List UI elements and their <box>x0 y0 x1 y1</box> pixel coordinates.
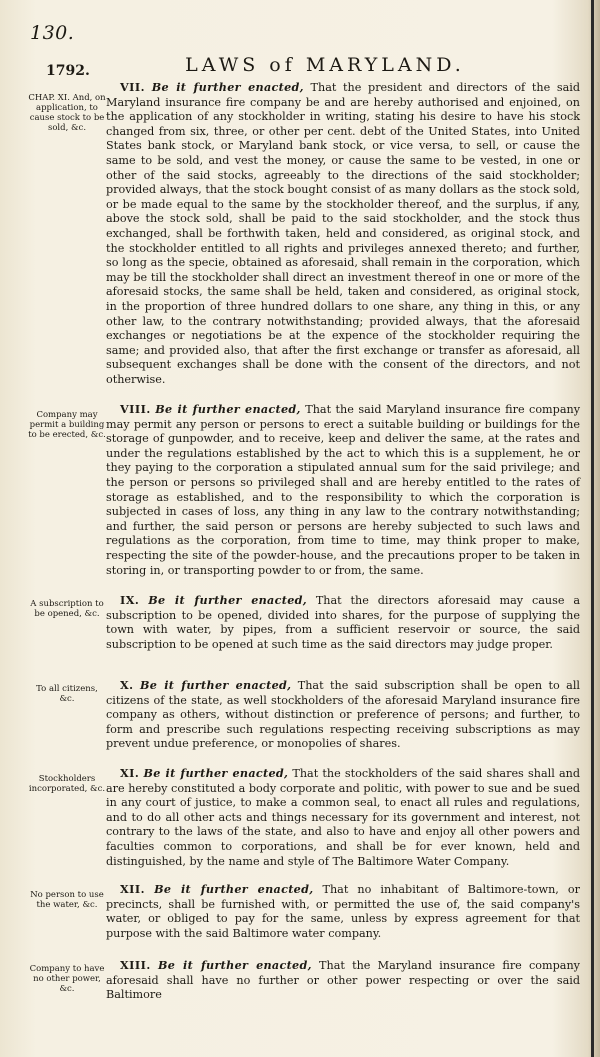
enacting-clause: Be it further enacted, <box>158 958 312 972</box>
section-body: That the Maryland insurance fire company aforesaid shall have no further or other power respecting or over the said Baltimore <box>106 959 580 1002</box>
section-number: VIII. <box>120 402 151 416</box>
year-marginal: 1792. <box>46 63 90 79</box>
margin-note: Company to have no other power, &c. <box>29 964 105 994</box>
margin-note: To all citizens, &c. <box>36 684 98 704</box>
section-body: That no inhabitant of Baltimore-town, or precincts, shall be furnished with, or permitted the use of, the said company's water, or obliged to pay for the same, unless by express agreement for that purpose with the said Baltimore water company. <box>106 883 581 940</box>
section-text <box>106 80 580 387</box>
section-body: That the stockholders of the said shares shall and are hereby constituted a body corporate and politic, with power to sue and be sued in any court of justice, to make a common seal, to enact all rules and regulations, and to do all other acts and things necessary for its government and interest, not contrary to the laws of the state, and also to have and enjoy all other powers and faculties common to corporations, and shall be for ever known, held and distinguished, by the name and style of The Baltimore Water Company. <box>106 767 581 868</box>
enacting-clause: Be it further enacted, <box>155 402 301 416</box>
enacting-clause: Be it further enacted, <box>140 678 292 692</box>
margin-note: A subscription to be opened, &c. <box>30 599 104 619</box>
section-number: XIII. <box>120 958 151 972</box>
section-text <box>106 593 580 652</box>
binding-edge <box>591 0 594 1057</box>
section-number: IX. <box>120 593 140 607</box>
section-number: XI. <box>120 766 140 780</box>
page-edge-shadow <box>588 0 600 1057</box>
enacting-clause: Be it further enacted, <box>154 882 314 896</box>
section-text <box>106 678 580 752</box>
page-number: 130. <box>30 22 75 44</box>
section-number: X. <box>120 678 134 692</box>
margin-note: CHAP. XI. And, on application, to cause stock to be sold, &c. <box>28 93 106 133</box>
section-text <box>106 766 580 869</box>
section-text <box>106 882 580 941</box>
section-text <box>106 402 580 578</box>
enacting-clause: Be it further enacted, <box>148 593 307 607</box>
margin-note: No person to use the water, &c. <box>30 890 104 910</box>
enacting-clause: Be it further enacted, <box>143 766 289 780</box>
section-body: That the president and directors of the said Maryland insurance fire company be and are hereby authorised and enjoined, on the application of any stockholder in writing, stating his desire to have his stock changed from six, three, or other per cent. debt of the United States, into United States bank stock, or Maryland bank stock, or vice versa, to sell, or cause the same to be sold, and vest the money, or cause the same to be vested, in one or other of the said stocks, agreeably to the directions of the said stockholder; provided always, that the stock bought consist of as many dollars as the stock sold, or be made equal to the same by the stockholder thereof, and the surplus, if any, above the stock sold, shall be paid to the said stockholder, and the stock thus exchanged, shall be forthwith taken, held and considered, as original stock, and the stockholder entitled to all rights and privileges annexed thereto; and further, so long as the specie, obtained as aforesaid, shall remain in the corporation, which may be till the stockholder shall direct an investment thereof in one or more of the aforesaid stocks, the same shall be held, taken and considered, as original stock, in the proportion of three hundred dollars to one share, any thing in this, or any other law, to the contrary notwithstanding; provided always, that the aforesaid exchanges or negotiations be at the expence of the stockholder requiring the same; and provided also, that after the first exchange or transfer as aforesaid, all subsequent exchanges shall be done with the consent of the directors, and not otherwise. <box>106 81 581 386</box>
section-number: XII. <box>120 882 146 896</box>
running-head: LAWS of MARYLAND. <box>185 54 465 76</box>
margin-note: Stockholders incorporated, &c. <box>28 774 106 794</box>
section-body: That the said subscription shall be open to all citizens of the state, as well stockholders of the aforesaid Maryland insurance fire company as others, without distinction or preference of persons; and further, to form and prescribe such regulations respecting receiving subscriptions as may prevent undue preference, or monopolies of shares. <box>106 679 580 751</box>
margin-note: Company may permit a building to be erected, &c. <box>28 410 106 440</box>
section-text <box>106 958 580 1003</box>
section-body: That the directors aforesaid may cause a subscription to be opened, divided into shares, for the purpose of supplying the town with water, by pipes, from a sufficient reservoir or source, the said subscription to be opened at such time as the said directors may judge proper. <box>106 594 581 651</box>
enacting-clause: Be it further enacted, <box>151 80 304 94</box>
section-body: That the said Maryland insurance fire company may permit any person or persons to erect a suitable building or buildings for the storage of gunpowder, and to receive, keep and deliver the same, at the rates and under the regulations established by the act to which this is a supplement, he or they paying to the corporation a stipulated annual sum for the said privilege; and the person or persons so privileged shall and are hereby entitled to the rates of storage as established, and to the responsibility to which the corporation is subjected in cases of loss, any thing in any law to the contrary notwithstanding; and further, the said person or persons are hereby subjected to such laws and regulations as the corporation, from time to time, may think proper to make, respecting the site of the powder-house, and the precautions proper to be taken in storing in, or transporting powder to or from, the same. <box>106 403 581 577</box>
section-number: VII. <box>120 80 146 94</box>
